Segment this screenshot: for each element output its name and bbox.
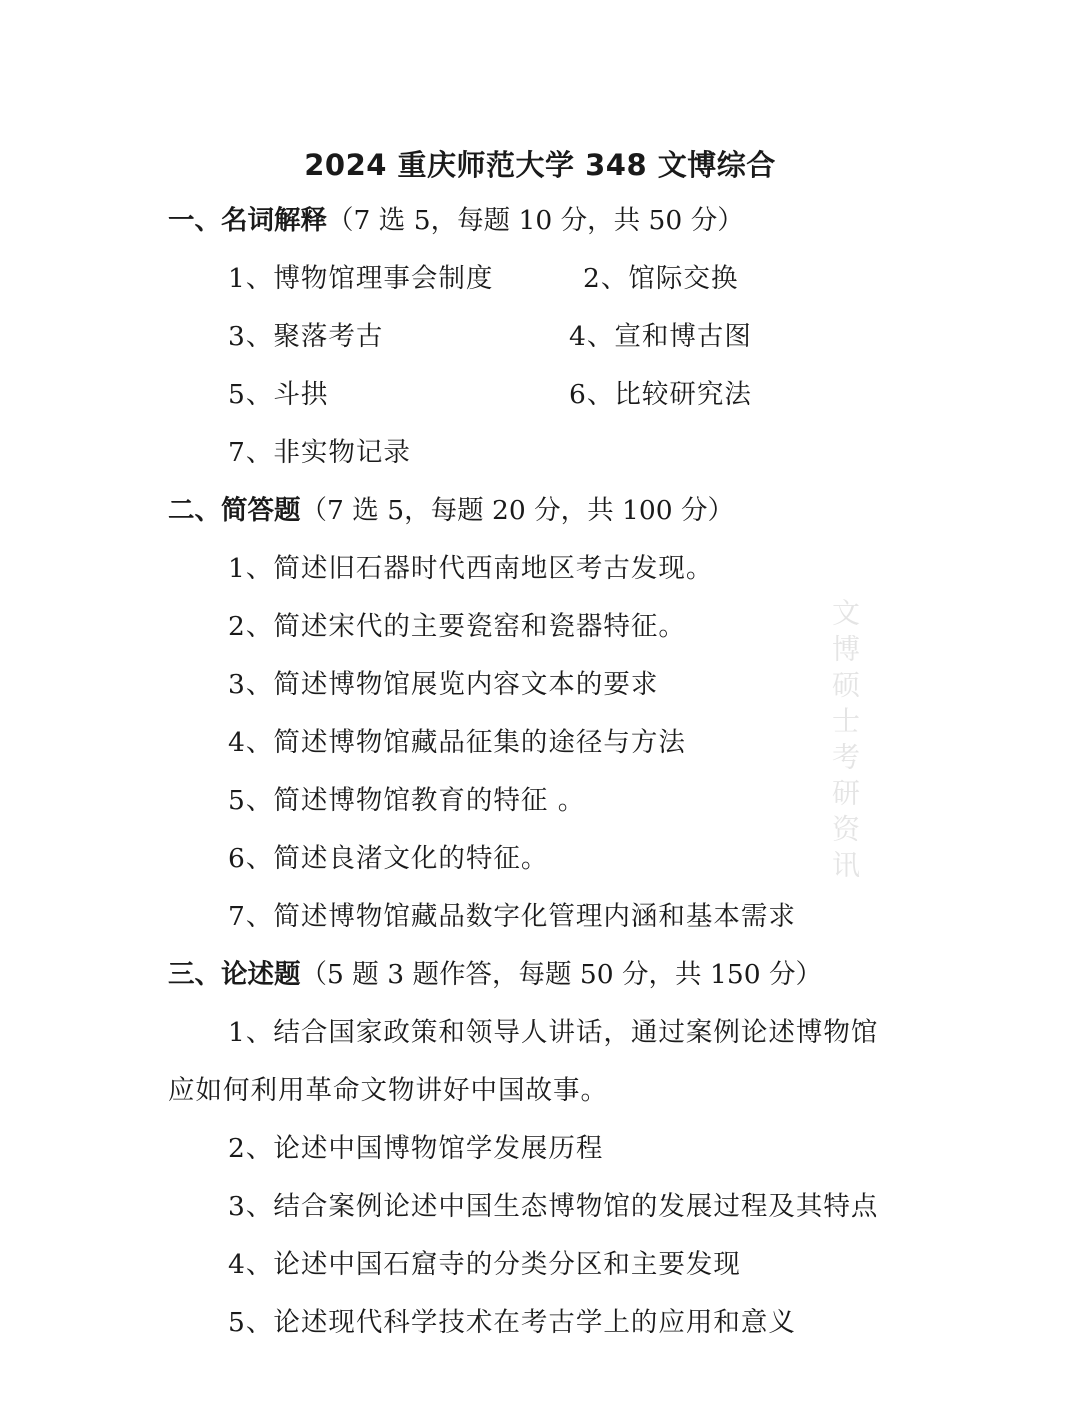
section-1-heading (168, 201, 744, 241)
section-2-head: 二、简答题 (168, 495, 301, 526)
essay-item: 5、论述现代科学技术在考古学上的应用和意义 (228, 1307, 796, 1338)
essay-item: 3、结合案例论述中国生态博物馆的发展过程及其特点 (228, 1191, 879, 1222)
short-answer-item: 5、简述博物馆教育的特征 。 (228, 785, 586, 816)
essay-item: 2、论述中国博物馆学发展历程 (228, 1133, 604, 1164)
term-item: 1、博物馆理事会制度 (228, 263, 494, 294)
term-item: 4、宣和博古图 (569, 321, 752, 352)
term-item: 7、非实物记录 (228, 437, 411, 468)
essay-item-continuation: 应如何利用革命文物讲好中国故事。 (168, 1075, 608, 1106)
section-1-head: 一、名词解释 (168, 205, 327, 236)
short-answer-item: 4、简述博物馆藏品征集的途径与方法 (228, 727, 686, 758)
term-item: 2、馆际交换 (583, 263, 739, 294)
short-answer-item: 6、简述良渚文化的特征。 (228, 843, 549, 874)
section-1-note: （7 选 5，每题 10 分，共 50 分） (327, 205, 744, 236)
watermark-text: 文博硕士考研资讯 (828, 598, 861, 886)
essay-item: 4、论述中国石窟寺的分类分区和主要发现 (228, 1249, 741, 1280)
short-answer-item: 2、简述宋代的主要瓷窑和瓷器特征。 (228, 611, 686, 642)
section-2-note: （7 选 5，每题 20 分，共 100 分） (300, 495, 735, 526)
term-item: 5、斗拱 (228, 379, 329, 410)
short-answer-item: 7、简述博物馆藏品数字化管理内涵和基本需求 (228, 901, 796, 932)
term-item: 6、比较研究法 (569, 379, 752, 410)
section-2-heading (168, 491, 734, 531)
document-title: 2024 重庆师范大学 348 文博综合 (304, 148, 776, 182)
section-3-heading (168, 955, 822, 995)
short-answer-item: 3、简述博物馆展览内容文本的要求 (228, 669, 659, 700)
section-3-note: （5 题 3 题作答，每题 50 分，共 150 分） (300, 959, 822, 990)
section-3-head: 三、论述题 (168, 959, 301, 990)
term-item: 3、聚落考古 (228, 321, 384, 352)
short-answer-item: 1、简述旧石器时代西南地区考古发现。 (228, 553, 714, 584)
essay-item: 1、结合国家政策和领导人讲话，通过案例论述博物馆 (228, 1017, 879, 1048)
